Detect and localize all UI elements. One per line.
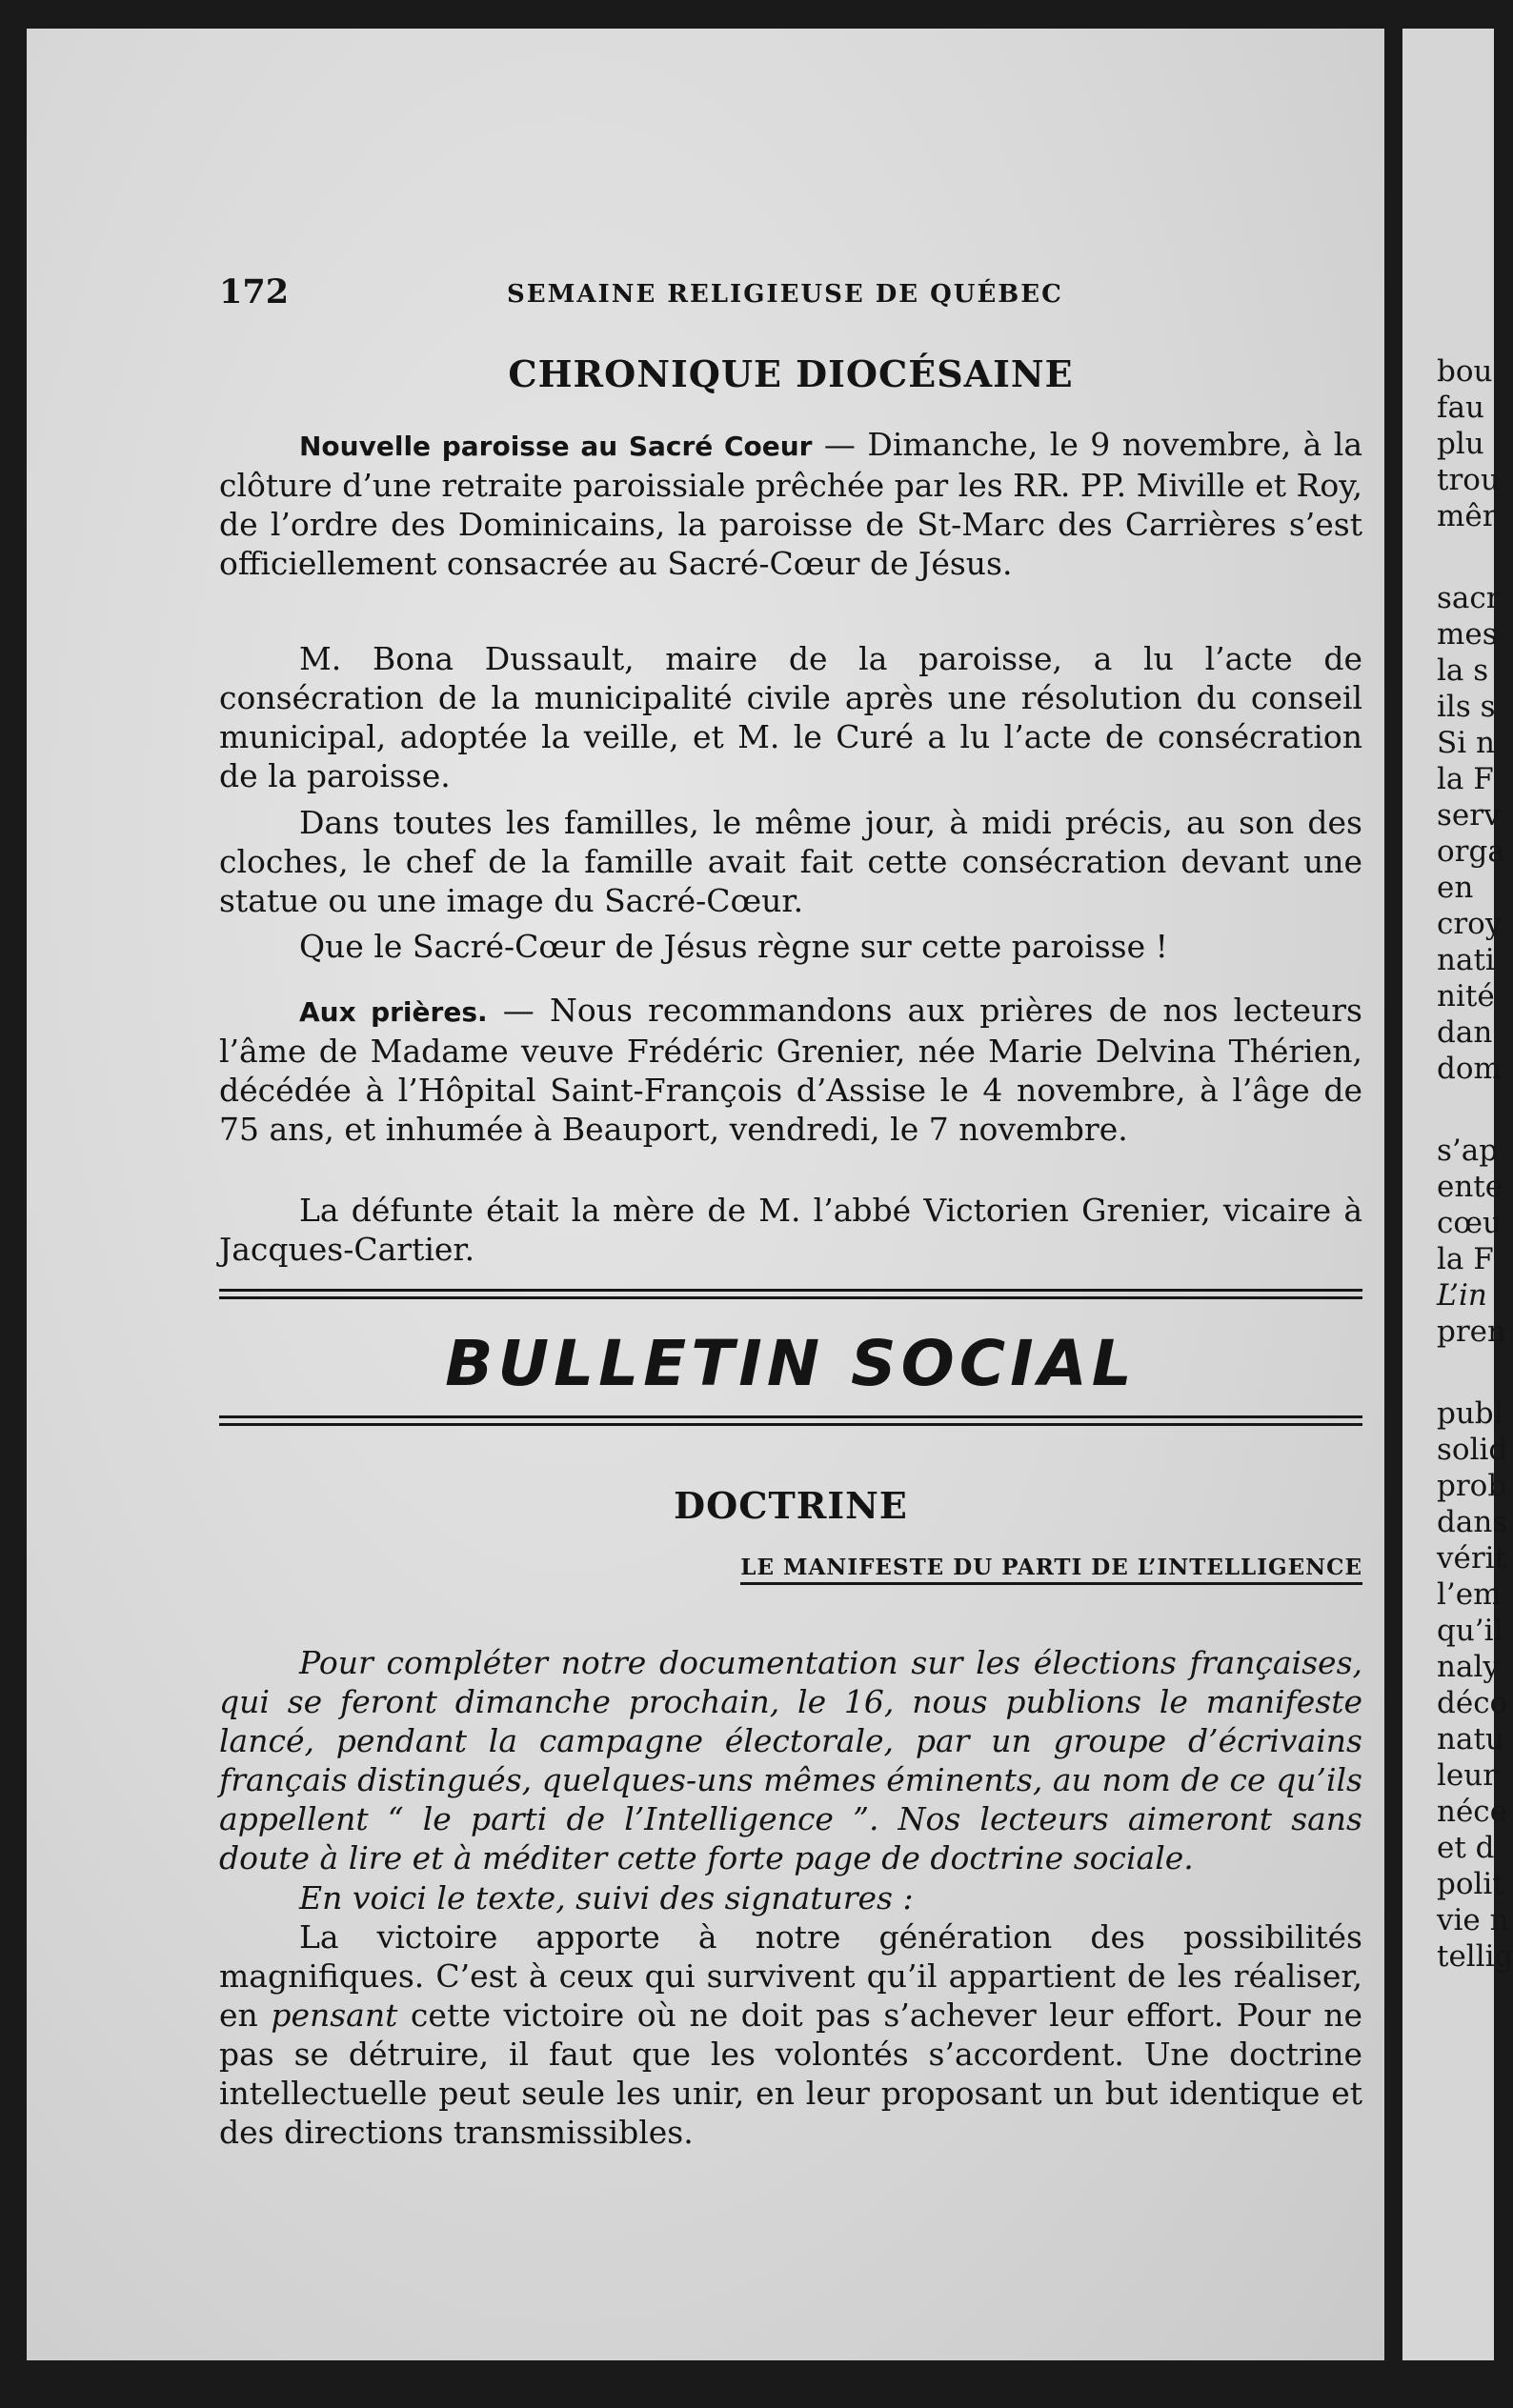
facing-line: dom bbox=[1437, 1052, 1502, 1086]
facing-line: mêr bbox=[1437, 499, 1497, 533]
facing-line: sacr bbox=[1437, 581, 1501, 615]
facing-line: cœu bbox=[1437, 1206, 1502, 1240]
chronique-title: CHRONIQUE DIOCÉSAINE bbox=[508, 352, 1074, 395]
facing-line: néce bbox=[1437, 1795, 1508, 1829]
chronique-paragraph-3: Dans toutes les familles, le même jour, à midi précis, au son des cloches, le chef de la famille avait fait cette consécration devant une statue ou une image du Sacré-Cœur. bbox=[219, 804, 1362, 919]
facing-line: mes bbox=[1437, 617, 1498, 652]
facing-line: en bbox=[1437, 871, 1474, 905]
facing-line: naly bbox=[1437, 1650, 1500, 1684]
page-header bbox=[219, 267, 1362, 314]
facing-line: vie n bbox=[1437, 1903, 1509, 1937]
double-rule-top-2 bbox=[219, 1296, 1362, 1299]
facing-line: croy bbox=[1437, 907, 1503, 941]
facing-line: déco bbox=[1437, 1686, 1508, 1720]
facing-line: et d bbox=[1437, 1831, 1495, 1865]
facing-line: dans bbox=[1437, 1505, 1508, 1539]
facing-line: la F bbox=[1437, 1242, 1494, 1276]
facing-line: publ bbox=[1437, 1396, 1503, 1431]
running-title: SEMAINE RELIGIEUSE DE QUÉBEC bbox=[507, 280, 1063, 309]
facing-line: solid bbox=[1437, 1433, 1508, 1467]
facing-line: la s bbox=[1437, 653, 1489, 688]
facing-line: leur bbox=[1437, 1758, 1498, 1793]
facing-line: plu bbox=[1437, 427, 1484, 461]
paragraph-text: — Nous recommandons aux prières de nos lecteurs l’âme de Madame veuve Frédéric Grenier, née Marie Delvina Thérien, décédée à l’Hôpital Saint-François d’Assise le 4 novembre, à l’âge de 75 ans, et inhumée à Beauport, vendredi, le 7 novembre. bbox=[219, 992, 1362, 1148]
facing-line: s’ap bbox=[1437, 1134, 1499, 1168]
facing-line: ente bbox=[1437, 1170, 1503, 1204]
facing-line: natu bbox=[1437, 1722, 1504, 1756]
paragraph-text: — Dimanche, le 9 novembre, à la clôture d’une retraite paroissiale prêchée par les RR. PP. Miville et Roy, de l’ordre des Dominicains, la paroisse de St-Marc des Carrières s’est officiellement consacrée au Sacré-Cœur de Jésus. bbox=[219, 426, 1362, 582]
facing-line: Si n bbox=[1437, 726, 1495, 760]
facing-line: nité bbox=[1437, 979, 1495, 1013]
facing-line: fau bbox=[1437, 391, 1484, 425]
chronique-paragraph-2: M. Bona Dussault, maire de la paroisse, a lu l’acte de consécration de la municipalité civile après une résolution du conseil municipal, adoptée la veille, et M. le Curé a lu l’acte de consécration de la paroisse. bbox=[219, 640, 1362, 794]
double-rule-top-1 bbox=[219, 1289, 1362, 1292]
chronique-paragraph-5 bbox=[219, 991, 1362, 1149]
facing-line: trou bbox=[1437, 463, 1500, 497]
manifeste-body bbox=[219, 1917, 1362, 2152]
chronique-paragraph-1 bbox=[219, 425, 1362, 583]
facing-line: serv bbox=[1437, 798, 1501, 833]
page-number: 172 bbox=[219, 272, 290, 311]
double-rule-bottom-1 bbox=[219, 1415, 1362, 1418]
body-text-a: La victoire apporte à notre génération des possibilités magnifiques. C’est à ceux qui survivent qu’il appartient de les réaliser, en bbox=[219, 1918, 1362, 2034]
facing-line: orga bbox=[1437, 834, 1505, 869]
facing-line: nati bbox=[1437, 943, 1495, 977]
paragraph-lead: Aux prières. bbox=[299, 996, 488, 1028]
facing-line: qu’il bbox=[1437, 1614, 1503, 1648]
facing-line: polit bbox=[1437, 1867, 1504, 1901]
manifeste-subtitle: LE MANIFESTE DU PARTI DE L’INTELLIGENCE bbox=[740, 1555, 1362, 1585]
facing-line: bou bbox=[1437, 354, 1493, 389]
paragraph-lead: Nouvelle paroisse au Sacré Coeur bbox=[299, 431, 813, 462]
facing-line: la F bbox=[1437, 762, 1494, 796]
facing-line: L’in bbox=[1437, 1278, 1487, 1313]
facing-line: ils s bbox=[1437, 690, 1496, 724]
bulletin-social-title: BULLETIN SOCIAL bbox=[445, 1327, 1137, 1400]
facing-line: vérit bbox=[1437, 1541, 1507, 1575]
double-rule-bottom-2 bbox=[219, 1423, 1362, 1426]
doctrine-heading: DOCTRINE bbox=[674, 1484, 908, 1527]
facing-line: l’em bbox=[1437, 1577, 1502, 1612]
bulletin-intro: Pour compléter notre documentation sur les élections françaises, qui se feront dimanche prochain, le 16, nous publions le manifeste lancé, pendant la campagne électorale, par un groupe d’écrivains français distingués, quelques-uns mêmes éminents, au nom de ce qu’ils appellent “ le parti de l’Intelligence ”. Nos lecteurs aimeront sans doute à lire et à méditer cette forte page de doctrine sociale. bbox=[219, 1644, 1362, 1876]
body-text-b: cette victoire où ne doit pas s’achever leur effort. Pour ne pas se détruire, il faut que les volontés s’accordent. Une doctrine intellectuelle peut seule les unir, en leur proposant un but identique et des directions transmissibles. bbox=[219, 1997, 1362, 2151]
bulletin-intro-2: En voici le texte, suivi des signatures : bbox=[299, 1879, 914, 1916]
page-left bbox=[27, 29, 1384, 2360]
body-emphasis: pensant bbox=[271, 1997, 398, 2034]
chronique-paragraph-4: Que le Sacré-Cœur de Jésus règne sur cette paroisse ! bbox=[299, 928, 1168, 965]
facing-page-fragment bbox=[1402, 29, 1513, 2360]
facing-line: dan bbox=[1437, 1015, 1493, 1050]
facing-line: pren bbox=[1437, 1314, 1506, 1349]
facing-line: tellig bbox=[1437, 1939, 1513, 1974]
chronique-paragraph-6: La défunte était la mère de M. l’abbé Victorien Grenier, vicaire à Jacques-Cartier. bbox=[219, 1192, 1362, 1268]
facing-line: prob bbox=[1437, 1469, 1507, 1503]
